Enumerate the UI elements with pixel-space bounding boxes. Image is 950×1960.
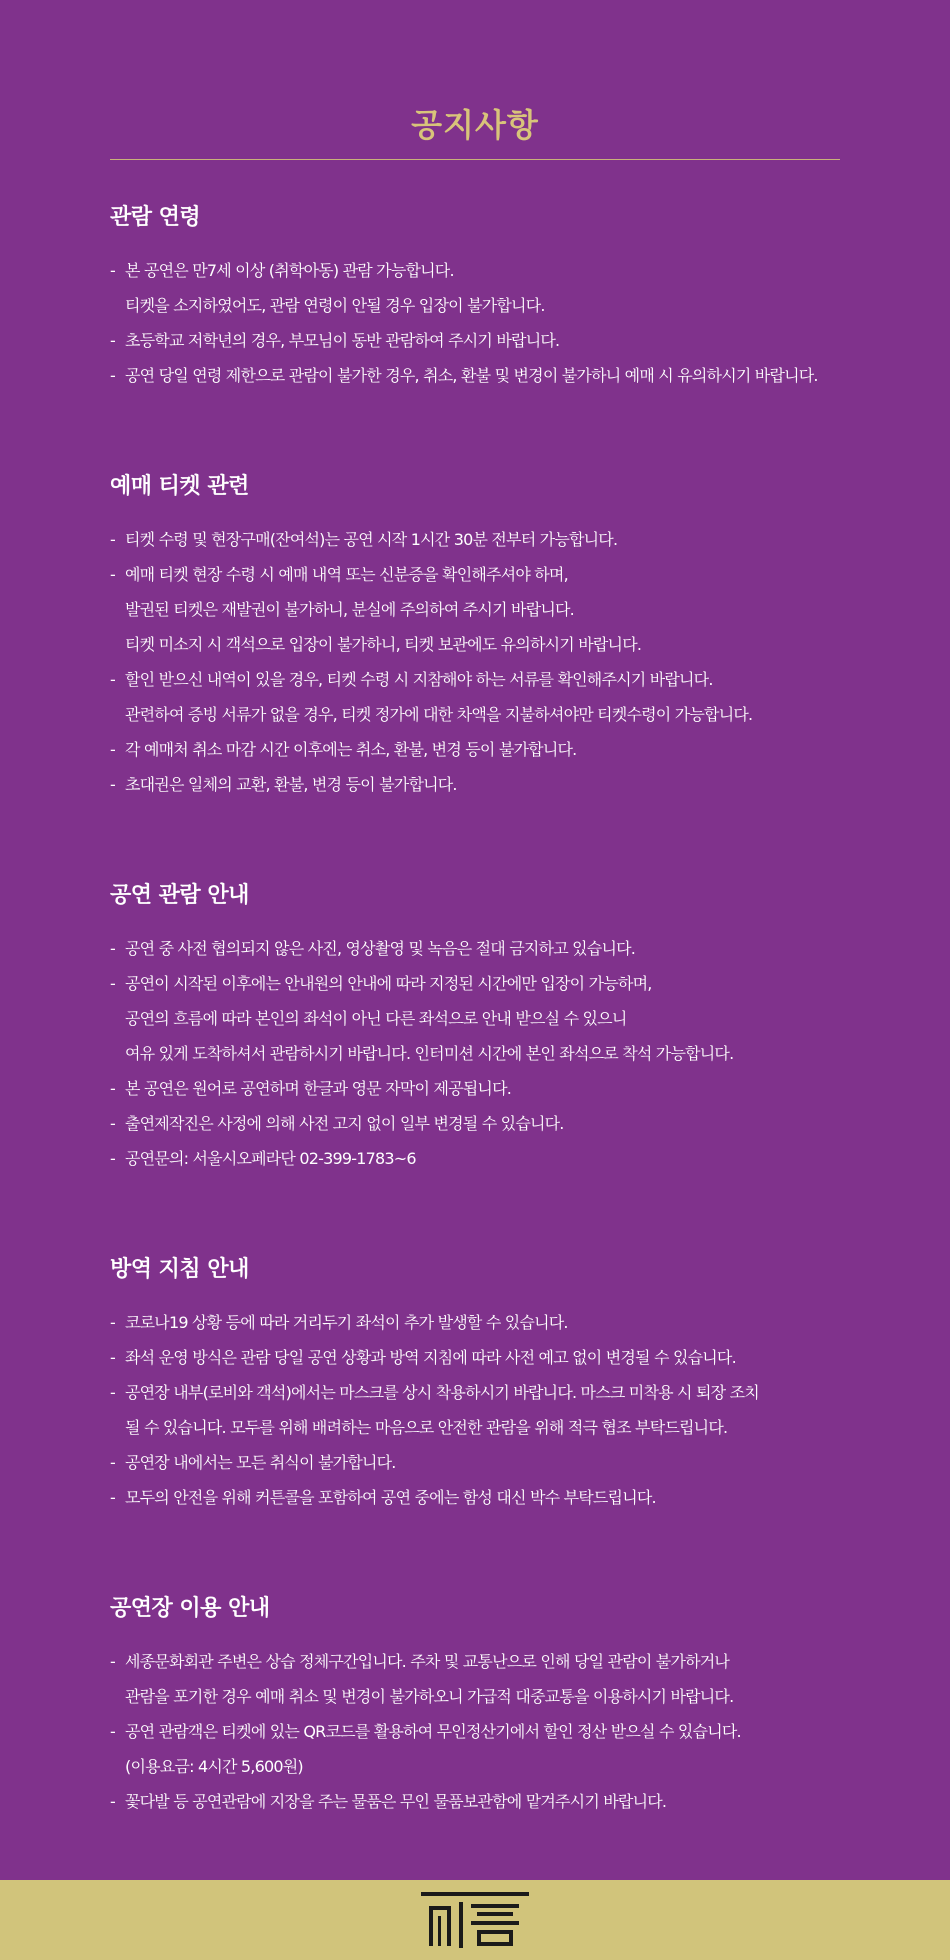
list-item: [110, 557, 840, 662]
section-heading: 공연장 이용 안내: [110, 1596, 270, 1621]
list-item: [110, 1480, 840, 1515]
list-item: [110, 323, 840, 358]
list-item: [110, 966, 840, 1071]
list-item: [110, 1784, 840, 1819]
section-heading: 방역 지침 안내: [110, 1257, 249, 1282]
list-item-text: - 좌석 운영 방식은 관람 당일 공연 상황과 방역 지침에 따라 사전 예고 없이 변경될 수 있습니다.: [110, 1340, 840, 1375]
list-item-text: - 공연장 내에서는 모든 취식이 불가합니다.: [110, 1445, 840, 1480]
list-item-text: 티켓 미소지 시 객석으로 입장이 불가하니, 티켓 보관에도 유의하시기 바랍니다.: [125, 635, 642, 654]
footer-bar: [0, 1880, 950, 1960]
list-item: [110, 253, 840, 323]
notice-section: [110, 878, 840, 1176]
notice-section: [110, 200, 840, 393]
notice-section: [110, 1252, 840, 1515]
list-item-text: - 각 예매처 취소 마감 시간 이후에는 취소, 환불, 변경 등이 불가합니다.: [110, 732, 840, 767]
notice-panel: [110, 100, 840, 1819]
notice-list: [110, 1305, 840, 1515]
list-item-text: - 본 공연은 원어로 공연하며 한글과 영문 자막이 제공됩니다.: [110, 1071, 840, 1106]
list-item-text: - 코로나19 상황 등에 따라 거리두기 좌석이 추가 발생할 수 있습니다.: [110, 1305, 840, 1340]
list-item: [110, 1141, 840, 1176]
list-item: [110, 1375, 840, 1445]
list-item: [110, 1305, 840, 1340]
list-item-text: - 공연장 내부(로비와 객석)에서는 마스크를 상시 착용하시기 바랍니다. 마스크 미착용 시 퇴장 조치: [110, 1375, 840, 1410]
notice-section: [110, 1591, 840, 1819]
list-item-text: 될 수 있습니다. 모두를 위해 배려하는 마음으로 안전한 관람을 위해 적극 협조 부탁드립니다.: [125, 1418, 728, 1437]
list-item-text: 공연의 흐름에 따라 본인의 좌석이 아닌 다른 좌석으로 안내 받으실 수 있으니: [125, 1009, 627, 1028]
list-item-text: - 초대권은 일체의 교환, 환불, 변경 등이 불가합니다.: [110, 767, 840, 802]
list-item-text: 여유 있게 도착하셔서 관람하시기 바랍니다. 인터미션 시간에 본인 좌석으로 착석 가능합니다.: [125, 1044, 734, 1063]
list-item-text: - 공연 당일 연령 제한으로 관람이 불가한 경우, 취소, 환불 및 변경이 불가하니 예매 시 유의하시기 바랍니다.: [110, 358, 840, 393]
list-item: [110, 732, 840, 767]
notice-list: [110, 1644, 840, 1819]
notice-list: [110, 253, 840, 393]
list-item: [110, 1071, 840, 1106]
list-item-text: (이용요금: 4시간 5,600원): [125, 1757, 303, 1776]
list-item-text: - 모두의 안전을 위해 커튼콜을 포함하여 공연 중에는 함성 대신 박수 부탁드립니다.: [110, 1480, 840, 1515]
list-item: [110, 522, 840, 557]
list-item-text: - 공연 관람객은 티켓에 있는 QR코드를 활용하여 무인정산기에서 할인 정산 받으실 수 있습니다.: [110, 1714, 840, 1749]
list-item-text: - 세종문화회관 주변은 상습 정체구간입니다. 주차 및 교통난으로 인해 당일 관람이 불가하거나: [110, 1644, 840, 1679]
notice-sections: [110, 200, 840, 1819]
sejong-logo-icon: [421, 1892, 529, 1950]
list-item-text: - 할인 받으신 내역이 있을 경우, 티켓 수령 시 지참해야 하는 서류를 확인해주시기 바랍니다.: [110, 662, 840, 697]
list-item: [110, 1340, 840, 1375]
list-item-text: - 티켓 수령 및 현장구매(잔여석)는 공연 시작 1시간 30분 전부터 가능합니다.: [110, 522, 840, 557]
list-item-text: 발권된 티켓은 재발권이 불가하니, 분실에 주의하여 주시기 바랍니다.: [125, 600, 574, 619]
section-heading: 공연 관람 안내: [110, 883, 249, 908]
list-item-text: - 공연 중 사전 협의되지 않은 사진, 영상촬영 및 녹음은 절대 금지하고 있습니다.: [110, 931, 840, 966]
list-item-text: - 공연문의: 서울시오페라단 02-399-1783~6: [110, 1141, 840, 1176]
list-item-text: - 본 공연은 만7세 이상 (취학아동) 관람 가능합니다.: [110, 253, 840, 288]
notice-list: [110, 931, 840, 1176]
list-item: [110, 1644, 840, 1714]
list-item: [110, 931, 840, 966]
list-item-text: - 초등학교 저학년의 경우, 부모님이 동반 관람하여 주시기 바랍니다.: [110, 323, 840, 358]
notice-section: [110, 469, 840, 802]
list-item-text: - 공연이 시작된 이후에는 안내원의 안내에 따라 지정된 시간에만 입장이 가능하며,: [110, 966, 840, 1001]
list-item: [110, 1445, 840, 1480]
list-item: [110, 767, 840, 802]
list-item-text: 관련하여 증빙 서류가 없을 경우, 티켓 정가에 대한 차액을 지불하셔야만 티켓수령이 가능합니다.: [125, 705, 753, 724]
list-item-text: - 꽃다발 등 공연관람에 지장을 주는 물품은 무인 물품보관함에 맡겨주시기 바랍니다.: [110, 1784, 840, 1819]
list-item-text: 관람을 포기한 경우 예매 취소 및 변경이 불가하오니 가급적 대중교통을 이용하시기 바랍니다.: [125, 1687, 734, 1706]
title-divider: [110, 159, 840, 160]
notice-list: [110, 522, 840, 802]
list-item: [110, 1714, 840, 1784]
page-title: 공지사항: [411, 106, 539, 144]
list-item: [110, 1106, 840, 1141]
list-item-text: - 예매 티켓 현장 수령 시 예매 내역 또는 신분증을 확인해주셔야 하며,: [110, 557, 840, 592]
list-item-text: 티켓을 소지하였어도, 관람 연령이 안될 경우 입장이 불가합니다.: [125, 296, 545, 315]
section-heading: 예매 티켓 관련: [110, 474, 249, 499]
list-item-text: - 출연제작진은 사정에 의해 사전 고지 없이 일부 변경될 수 있습니다.: [110, 1106, 840, 1141]
section-heading: 관람 연령: [110, 205, 201, 230]
list-item: [110, 358, 840, 393]
list-item: [110, 662, 840, 732]
